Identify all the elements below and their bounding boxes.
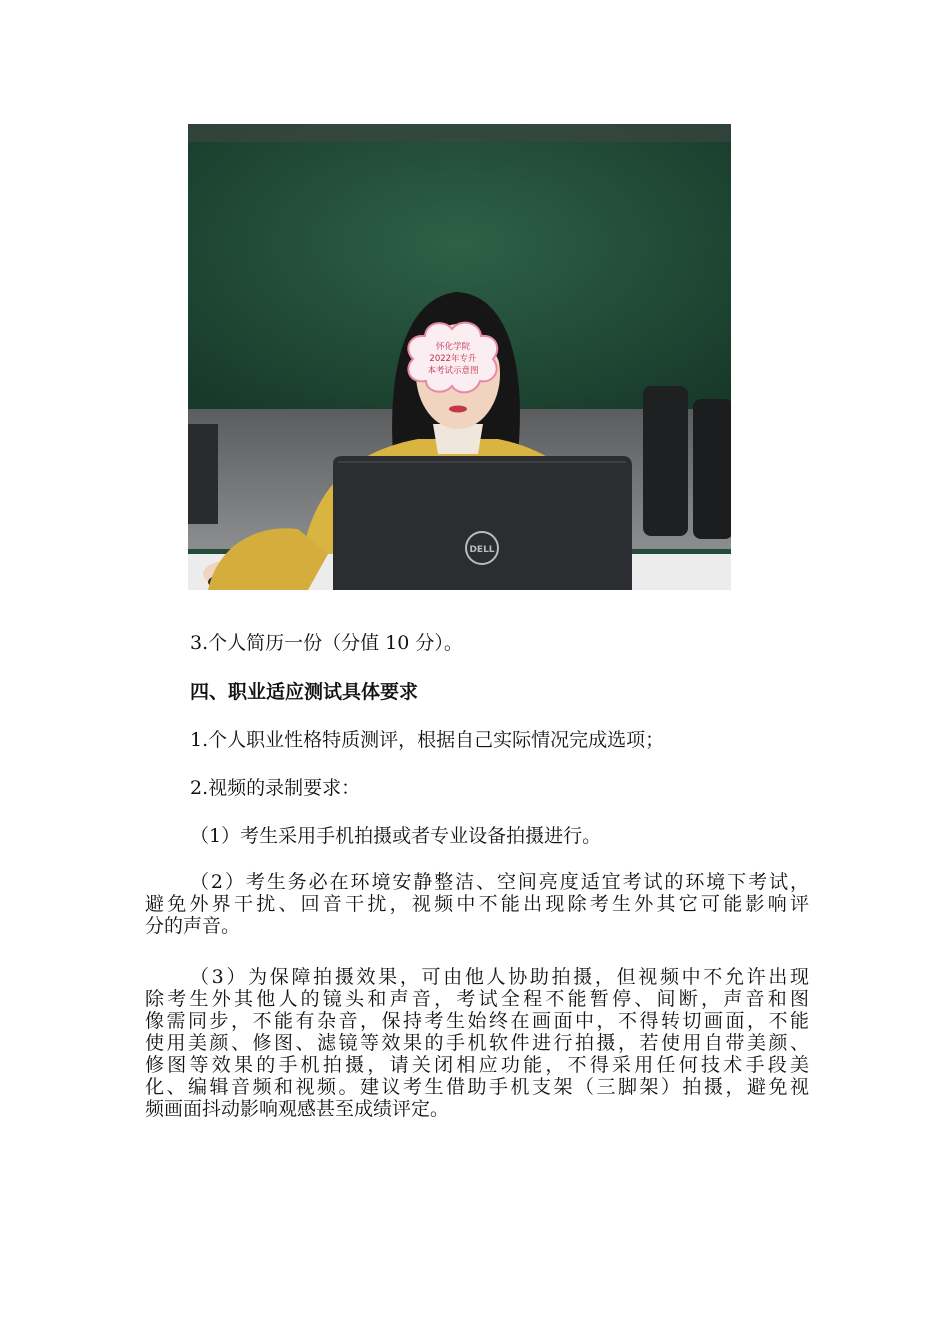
item-2-video-requirements: 2.视频的录制要求： — [190, 777, 361, 799]
item-1-personality-test: 1.个人职业性格特质测评，根据自己实际情况完成选项； — [190, 729, 665, 751]
section-heading-4: 四、职业适应测试具体要求 — [190, 681, 419, 703]
watermark-line-2: 2022年专升 — [429, 354, 477, 364]
requirement-3-line: 除考生外其他人的镜头和声音，考试全程不能暂停、间断，声音和图 — [145, 988, 809, 1010]
requirement-1: （1）考生采用手机拍摄或者专业设备拍摄进行。 — [190, 825, 602, 847]
requirement-3 — [145, 966, 809, 1120]
item-3-resume: 3.个人简历一份（分值 10 分）。 — [190, 632, 463, 654]
requirement-3-line: 频画面抖动影响观感甚至成绩评定。 — [145, 1098, 450, 1120]
exam-sample-photo — [188, 124, 731, 590]
requirement-3-line: 修图等效果的手机拍摄，请关闭相应功能，不得采用任何技术手段美 — [145, 1054, 809, 1076]
chair-right — [643, 386, 688, 536]
requirement-2 — [145, 871, 809, 937]
chair-left — [188, 424, 218, 524]
svg-text:DELL: DELL — [469, 545, 495, 555]
requirement-3-line: 像需同步，不能有杂音，保持考生始终在画面中，不得转切画面，不能 — [145, 1010, 809, 1032]
requirement-3-line: 化、编辑音频和视频。建议考生借助手机支架（三脚架）拍摄，避免视 — [145, 1076, 809, 1098]
requirement-3-line: （3）为保障拍摄效果，可由他人协助拍摄，但视频中不允许出现 — [190, 966, 809, 988]
watermark-line-3: 本考试示意图 — [427, 366, 479, 376]
requirement-2-line: 分的声音。 — [145, 915, 241, 937]
requirement-2-line: （2）考生务必在环境安静整洁、空间亮度适宜考试的环境下考试， — [190, 871, 809, 893]
requirement-3-line: 使用美颜、修图、滤镜等效果的手机软件进行拍摄，若使用自带美颜、 — [145, 1032, 809, 1054]
watermark-line-1: 怀化学院 — [435, 342, 471, 352]
laptop — [333, 456, 632, 590]
requirement-2-line: 避免外界干扰、回音干扰，视频中不能出现除考生外其它可能影响评 — [145, 893, 809, 915]
